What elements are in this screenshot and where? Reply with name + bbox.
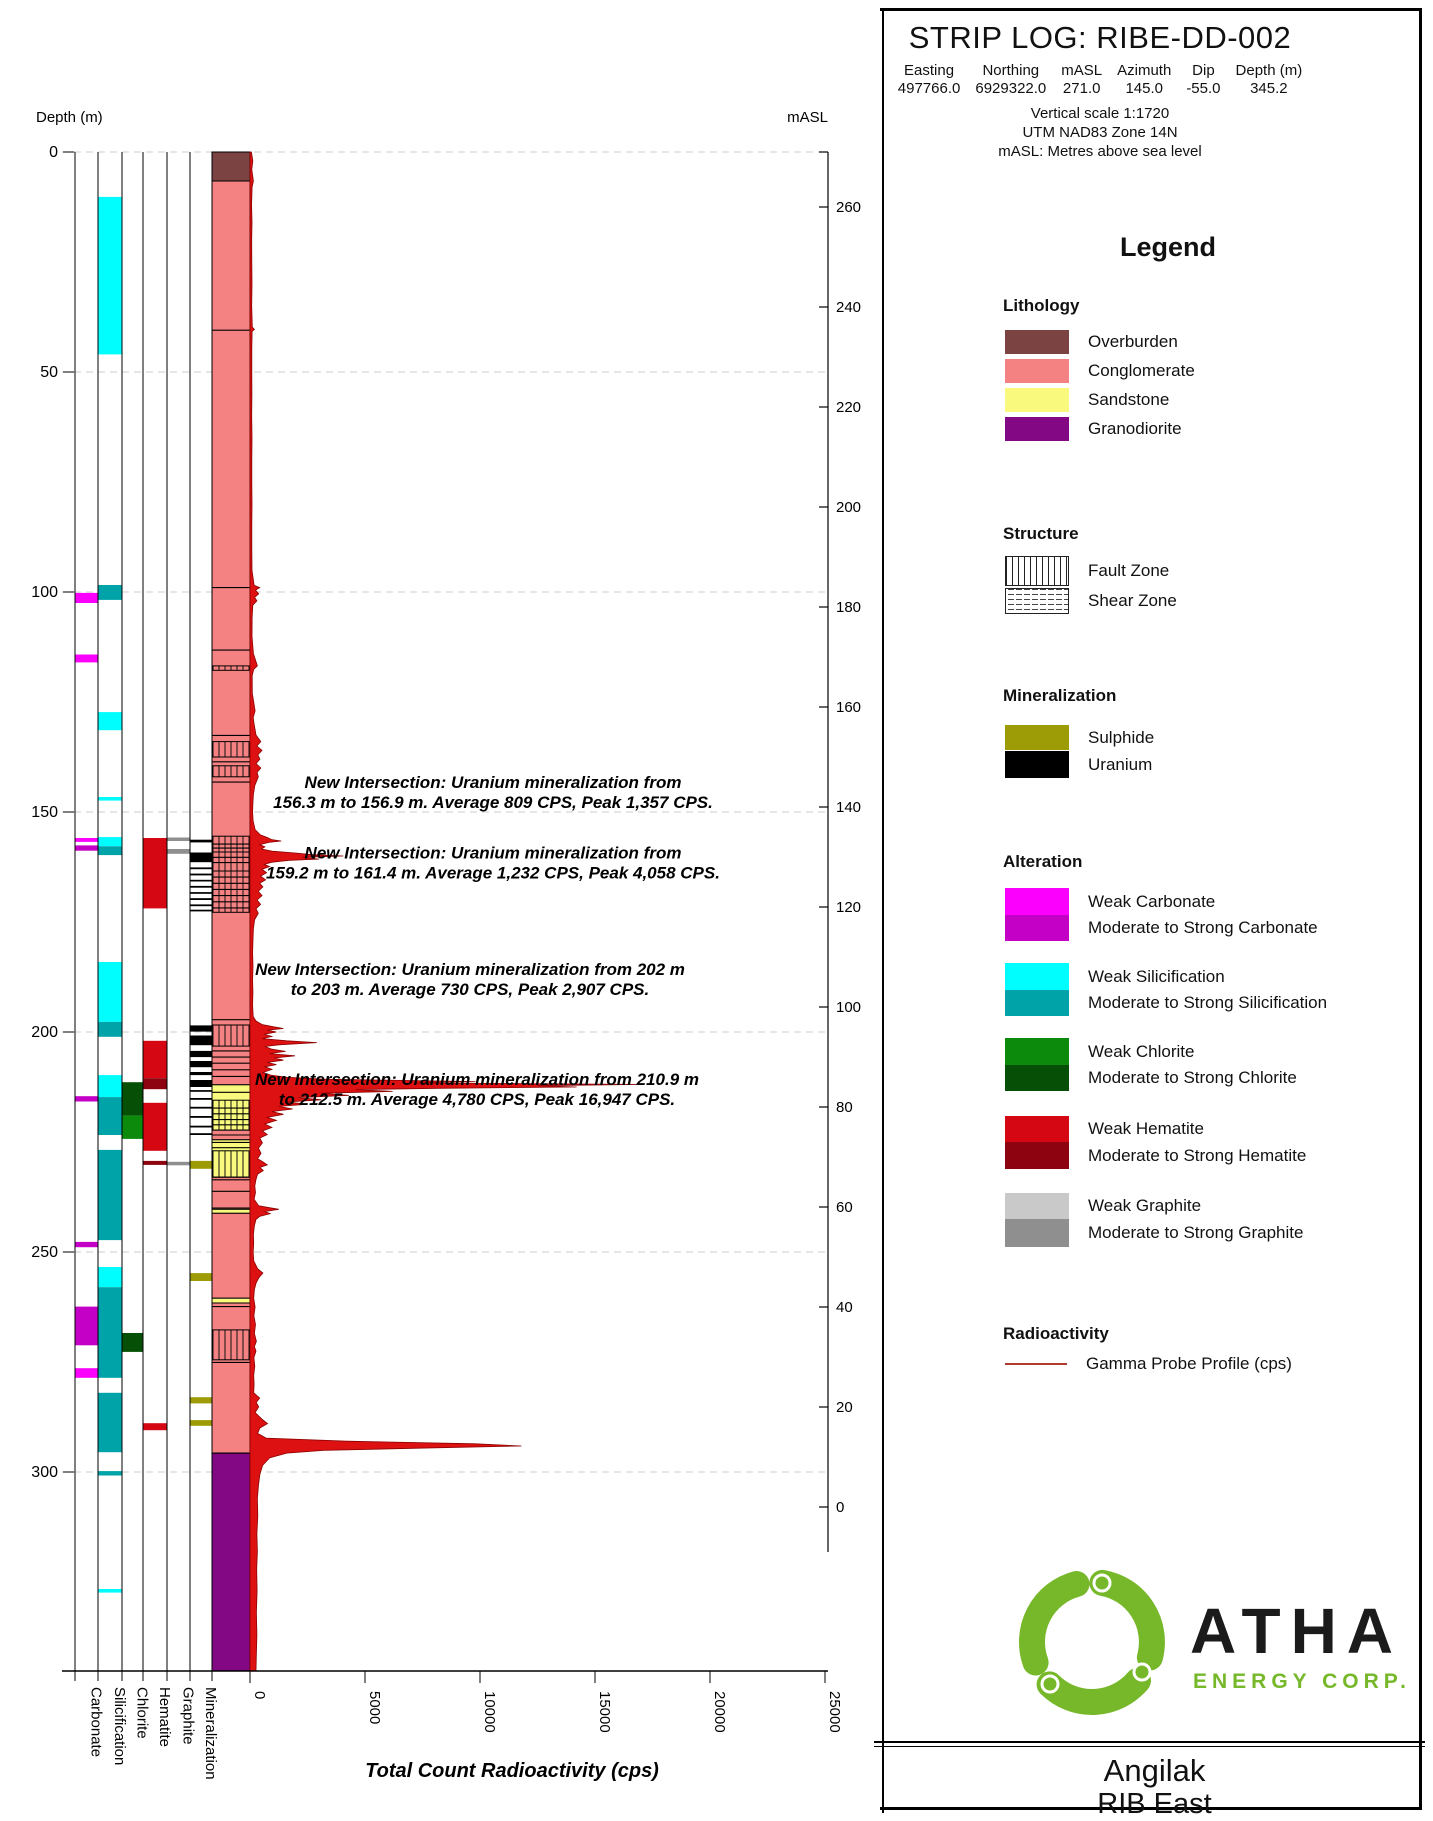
legend-heading-lithology: Lithology	[1003, 296, 1080, 315]
svg-text:20000: 20000	[711, 1691, 728, 1733]
legend-heading-mineralization: Mineralization	[1003, 686, 1117, 705]
weak-silicification-swatch	[1005, 963, 1069, 990]
legend-label: Moderate to Strong Chlorite	[1088, 1068, 1297, 1087]
svg-text:New Intersection: Uranium mine: New Intersection: Uranium mineralization from 210.9 m	[254, 1070, 700, 1090]
brand-name: ATHA	[1190, 1595, 1403, 1667]
svg-text:100: 100	[31, 584, 58, 601]
svg-text:250: 250	[31, 1244, 58, 1261]
legend-item-sandstone	[1005, 388, 1169, 412]
fault-zone-swatch	[1005, 556, 1069, 586]
legend-item-strong-graphite	[1005, 1219, 1303, 1247]
legend-heading-radioactivity: Radioactivity	[1003, 1324, 1109, 1343]
svg-text:0: 0	[836, 1499, 845, 1516]
svg-text:80: 80	[836, 1099, 853, 1116]
svg-text:60: 60	[836, 1199, 853, 1216]
conglomerate-swatch	[1005, 359, 1069, 383]
survey-table	[884, 62, 1316, 98]
note-scale: Vertical scale 1:1720	[1030, 105, 1170, 122]
weak-graphite-swatch	[1005, 1193, 1069, 1219]
legend-item-shear-zone	[1005, 588, 1177, 614]
svg-text:200: 200	[31, 1024, 58, 1041]
legend-item-strong-carbonate	[1005, 915, 1318, 941]
strong-chlorite-swatch	[1005, 1065, 1069, 1091]
weak-chlorite-swatch	[1005, 1038, 1069, 1065]
legend-item-weak-graphite	[1005, 1193, 1201, 1219]
survey-col-azimuth	[1117, 62, 1171, 98]
svg-text:to 212.5 m. Average 4,780 CPS,: to 212.5 m. Average 4,780 CPS, Peak 16,947 CPS.	[278, 1090, 676, 1110]
strong-silicification-swatch	[1005, 990, 1069, 1016]
overburden-swatch	[1005, 330, 1069, 354]
svg-text:to 203 m. Average 730 CPS, Pea: to 203 m. Average 730 CPS, Peak 2,907 CPS.	[290, 979, 650, 999]
page-title: STRIP LOG: RIBE-DD-002	[908, 20, 1292, 55]
svg-text:25000: 25000	[826, 1691, 843, 1733]
legend-item-gamma-profile	[1005, 1354, 1292, 1374]
svg-text:Mineralization: Mineralization	[202, 1687, 219, 1780]
legend-label: Uranium	[1088, 754, 1153, 774]
survey-col-depth	[1236, 62, 1303, 98]
survey-col-masl	[1061, 62, 1102, 98]
survey-label: Azimuth	[1117, 62, 1172, 79]
area-name: RIB East	[1097, 1788, 1212, 1820]
svg-text:15000: 15000	[596, 1691, 613, 1733]
svg-text:159.2 m to 161.4 m. Average 1,: 159.2 m to 161.4 m. Average 1,232 CPS, Peak 4,058 CPS.	[266, 863, 720, 883]
svg-text:120: 120	[836, 899, 862, 916]
legend-label: Sulphide	[1088, 727, 1155, 747]
svg-text:0: 0	[251, 1691, 268, 1700]
legend-label: Sandstone	[1088, 390, 1170, 409]
survey-col-easting	[898, 62, 961, 98]
survey-value: 345.2	[1250, 80, 1288, 97]
legend-item-sulphide	[1005, 725, 1154, 750]
strong-graphite-swatch	[1005, 1219, 1069, 1247]
legend-item-overburden	[1005, 330, 1178, 354]
svg-text:260: 260	[836, 199, 862, 216]
survey-label: Depth (m)	[1235, 62, 1303, 79]
strong-hematite-swatch	[1005, 1142, 1069, 1169]
legend-label: Weak Graphite	[1088, 1196, 1202, 1215]
svg-text:New Intersection: Uranium mine: New Intersection: Uranium mineralization from	[304, 773, 682, 793]
svg-text:156.3 m to 156.9 m. Average 80: 156.3 m to 156.9 m. Average 809 CPS, Peak 1,357 CPS.	[273, 793, 713, 813]
svg-text:300: 300	[31, 1464, 58, 1481]
survey-label: Northing	[982, 62, 1040, 79]
legend-item-strong-chlorite	[1005, 1065, 1297, 1091]
legend-item-weak-carbonate	[1005, 888, 1215, 915]
uranium-swatch	[1005, 751, 1069, 778]
svg-text:40: 40	[836, 1299, 853, 1316]
legend-label: Shear Zone	[1088, 591, 1177, 610]
survey-value: 271.0	[1062, 80, 1101, 97]
legend-label: Overburden	[1088, 332, 1178, 351]
legend-item-conglomerate	[1005, 359, 1195, 383]
svg-text:New Intersection: Uranium mine: New Intersection: Uranium mineralization from	[304, 843, 682, 863]
svg-text:160: 160	[836, 699, 862, 716]
gamma-line-swatch	[1005, 1363, 1067, 1365]
atha-logo-icon	[1002, 1552, 1182, 1732]
axis-title	[365, 1760, 659, 1782]
svg-text:100: 100	[836, 999, 862, 1016]
note-datum: UTM NAD83 Zone 14N	[1022, 124, 1178, 141]
legend-label: Moderate to Strong Hematite	[1088, 1145, 1307, 1165]
survey-col-northing	[975, 62, 1046, 98]
survey-label: Dip	[1192, 62, 1215, 79]
legend-item-strong-hematite	[1005, 1142, 1306, 1169]
legend-label: Weak Hematite	[1088, 1119, 1204, 1138]
survey-value: 6929322.0	[975, 80, 1047, 97]
legend-heading-structure: Structure	[1003, 524, 1079, 543]
legend-label: Moderate to Strong Graphite	[1088, 1223, 1304, 1242]
survey-label: Easting	[904, 62, 955, 79]
survey-value: 145.0	[1125, 80, 1163, 97]
survey-col-dip	[1186, 62, 1220, 98]
sulphide-swatch	[1005, 725, 1069, 750]
svg-text:180: 180	[836, 599, 862, 616]
footer-divider-inner	[874, 1746, 1425, 1747]
svg-text:50: 50	[40, 364, 58, 381]
svg-text:Graphite: Graphite	[179, 1687, 197, 1745]
legend-label: Gamma Probe Profile (cps)	[1086, 1354, 1292, 1373]
project-name: Angilak	[1103, 1753, 1206, 1788]
svg-text:Total Count Radioactivity (cps: Total Count Radioactivity (cps)	[365, 1760, 659, 1782]
panel-divider-right	[882, 8, 884, 1813]
svg-text:Hematite: Hematite	[156, 1687, 173, 1748]
shear-zone-swatch	[1005, 588, 1069, 614]
svg-text:10000: 10000	[481, 1691, 498, 1733]
survey-value: -55.0	[1186, 80, 1221, 97]
svg-text:220: 220	[836, 399, 862, 416]
legend-label: Fault Zone	[1088, 561, 1170, 580]
survey-label: mASL	[1061, 62, 1103, 79]
svg-text:Chlorite: Chlorite	[133, 1687, 151, 1739]
svg-text:150: 150	[31, 804, 58, 821]
legend-item-weak-hematite	[1005, 1116, 1204, 1142]
svg-text:0: 0	[49, 144, 58, 161]
note-masl: mASL: Metres above sea level	[998, 143, 1202, 160]
svg-text:Silicification: Silicification	[111, 1687, 128, 1766]
legend-item-strong-silicification	[1005, 990, 1327, 1016]
legend-label: Weak Carbonate	[1088, 891, 1216, 911]
legend-label: Moderate to Strong Carbonate	[1088, 918, 1318, 937]
footer-divider	[874, 1741, 1425, 1743]
strong-carbonate-swatch	[1005, 915, 1069, 941]
svg-text:mASL: mASL	[787, 109, 828, 126]
svg-text:5000: 5000	[366, 1691, 383, 1725]
svg-text:Depth (m): Depth (m)	[36, 109, 103, 126]
legend-title: Legend	[1119, 232, 1216, 262]
svg-text:140: 140	[836, 799, 862, 816]
map-notes	[884, 104, 1316, 161]
weak-carbonate-swatch	[1005, 888, 1069, 915]
granodiorite-swatch	[1005, 417, 1069, 441]
legend-label: Weak Silicification	[1088, 966, 1225, 986]
weak-hematite-swatch	[1005, 1116, 1069, 1142]
svg-text:240: 240	[836, 299, 862, 316]
svg-text:20: 20	[836, 1399, 853, 1416]
legend-item-granodiorite	[1005, 417, 1182, 441]
survey-value: 497766.0	[897, 80, 961, 97]
legend-label: Granodiorite	[1088, 419, 1182, 438]
brand-subtitle: ENERGY CORP.	[1193, 1670, 1411, 1693]
svg-text:Carbonate: Carbonate	[87, 1687, 105, 1758]
legend-item-weak-silicification	[1005, 963, 1225, 990]
legend-label: Moderate to Strong Silicification	[1088, 993, 1328, 1012]
legend-item-fault-zone	[1005, 556, 1169, 586]
legend-label: Conglomerate	[1088, 361, 1195, 380]
svg-text:New Intersection: Uranium mine: New Intersection: Uranium mineralization from 202 m	[255, 959, 685, 979]
legend-heading-alteration: Alteration	[1003, 852, 1083, 871]
legend-item-weak-chlorite	[1005, 1038, 1194, 1065]
legend-item-uranium	[1005, 751, 1152, 778]
sandstone-swatch	[1005, 388, 1069, 412]
svg-text:200: 200	[836, 499, 862, 516]
legend-label: Weak Chlorite	[1088, 1041, 1195, 1061]
